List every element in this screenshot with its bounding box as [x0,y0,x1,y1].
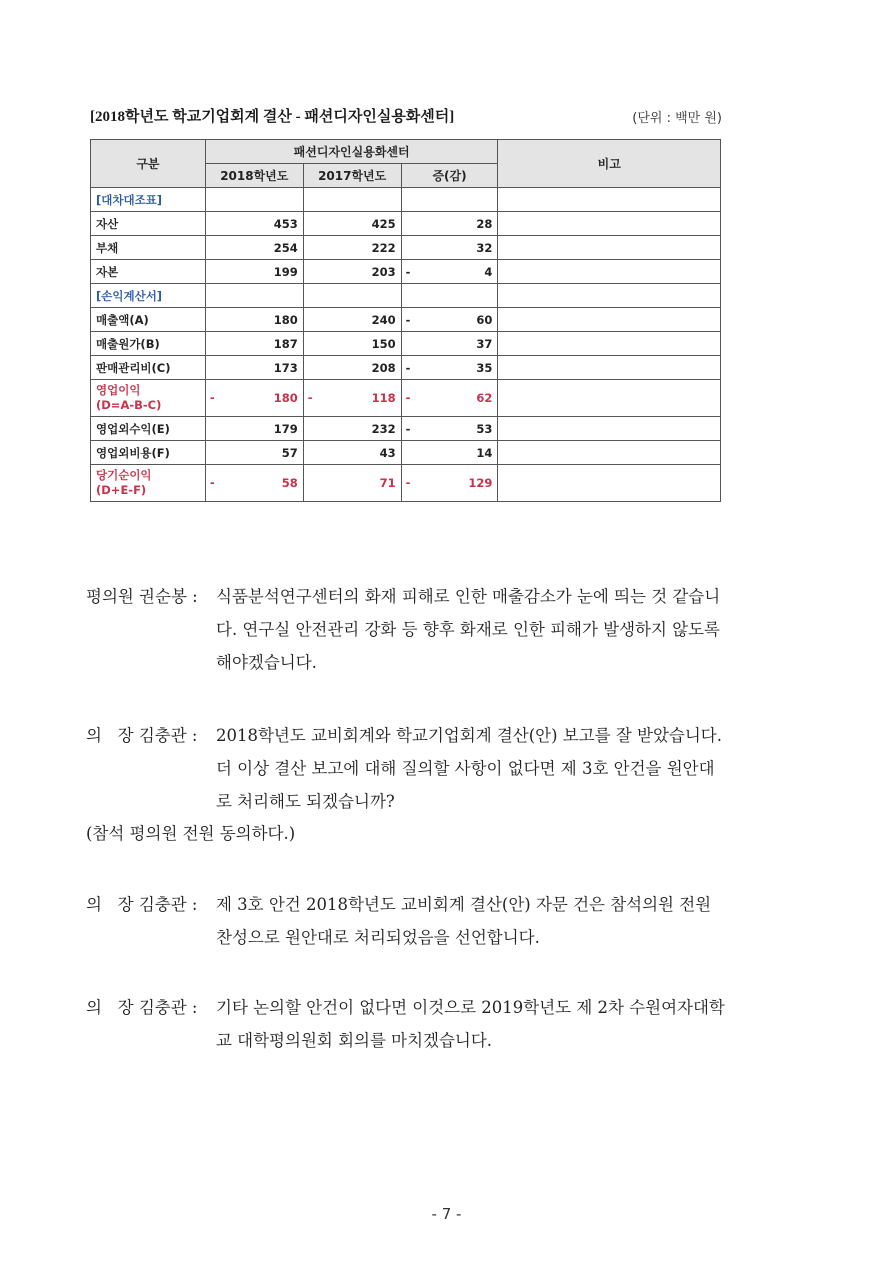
speaker-label: 의 장 김충관 : [86,895,198,914]
cell-value: 60 [476,312,493,327]
text-line: 교 대학평의원회 회의를 마치겠습니다. [216,1031,493,1050]
cell-value: 37 [476,336,493,351]
row-label-formula: (D+E-F) [96,483,147,497]
text-line: 해야겠습니다. [216,653,317,672]
value-diff [401,284,498,308]
paragraph-1 [86,580,816,679]
row-label [91,332,206,356]
note-cell [498,212,721,236]
row-label-text: 자산 [96,216,119,231]
row-label-text: 부채 [96,240,119,255]
header-diff: 증(감) [401,164,498,188]
minus-sign: - [405,475,411,490]
value-2018 [205,236,303,260]
row-label-text: 영업외비용(F) [96,445,170,460]
row-label-text: 매출원가(B) [96,336,160,351]
value-2018 [205,212,303,236]
table-body [91,188,721,502]
note-cell [498,236,721,260]
row-label [91,284,206,308]
note-cell [498,417,721,441]
value-2017 [303,308,401,332]
value-2017 [303,332,401,356]
value-2018 [205,188,303,212]
cell-value: 203 [371,264,396,279]
value-2018 [205,465,303,502]
table-row [91,260,721,284]
value-diff [401,380,498,417]
value-2017 [303,380,401,417]
row-label-text: 매출액(A) [96,312,149,327]
minus-sign: - [209,390,215,405]
paragraph-4 [86,991,816,1057]
row-label [91,236,206,260]
table-row [91,332,721,356]
text-line: 더 이상 결산 보고에 대해 질의할 사항이 없다면 제 3호 안건을 원안대 [216,759,715,778]
row-label [91,380,206,417]
minus-sign: - [405,264,411,279]
row-label [91,212,206,236]
unit-label: (단위 : 백만 원) [632,111,722,126]
cell-value: 32 [476,240,493,255]
cell-value: 57 [281,445,298,460]
value-2018 [205,356,303,380]
cell-value: 254 [273,240,298,255]
cell-value: 453 [273,216,298,231]
row-label [91,465,206,502]
row-label [91,308,206,332]
note-cell [498,188,721,212]
paragraph-2 [86,719,816,818]
cell-value: 35 [476,360,493,375]
table-row [91,465,721,502]
note-cell [498,441,721,465]
minus-sign: - [405,390,411,405]
cell-value: 129 [468,475,493,490]
text-line: 찬성으로 원안대로 처리되었음을 선언합니다. [216,928,540,947]
cell-value: 28 [476,216,493,231]
cell-value: 180 [273,390,298,405]
table-row [91,441,721,465]
cell-value: 4 [484,264,493,279]
page-number: - 7 - [431,1205,462,1223]
value-2018 [205,417,303,441]
value-2017 [303,236,401,260]
note-cell [498,380,721,417]
cell-value: 62 [476,390,493,405]
text-line: 식품분석연구센터의 화재 피해로 인한 매출감소가 눈에 띄는 것 같습니 [216,587,721,606]
text-line: 기타 논의할 안건이 없다면 이것으로 2019학년도 제 2차 수원여자대학 [216,998,725,1017]
header-2017: 2017학년도 [303,164,401,188]
value-2017 [303,284,401,308]
row-label-formula: (D=A-B-C) [96,398,162,412]
row-label [91,441,206,465]
value-2018 [205,260,303,284]
value-2018 [205,441,303,465]
cell-value: 118 [371,390,396,405]
cell-value: 187 [273,336,298,351]
row-label [91,356,206,380]
row-label [91,417,206,441]
note-cell [498,284,721,308]
row-label [91,188,206,212]
cell-value: 71 [379,475,396,490]
text-line: 2018학년도 교비회계와 학교기업회계 결산(안) 보고를 잘 받았습니다. [216,726,722,745]
value-2017 [303,465,401,502]
table-row [91,380,721,417]
value-diff [401,356,498,380]
speaker-label: 의 장 김충관 : [86,726,198,745]
value-diff [401,441,498,465]
row-label-text: 영업외수익(E) [96,421,170,436]
row-label-text: [손익계산서] [96,288,163,303]
table-caption [90,105,722,129]
table-title: [2018학년도 학교기업회계 결산 - 패션디자인실용화센터] [90,109,455,125]
value-2018 [205,380,303,417]
header-note: 비고 [498,140,721,188]
table-row [91,212,721,236]
value-diff [401,212,498,236]
row-label-text: 판매관리비(C) [96,360,171,375]
table-row [91,356,721,380]
value-diff [401,188,498,212]
table-row [91,188,721,212]
speaker-label: 평의원 권순봉 : [86,587,198,606]
cell-value: 208 [371,360,396,375]
row-label [91,260,206,284]
cell-value: 199 [273,264,298,279]
note-cell [498,465,721,502]
cell-value: 14 [476,445,493,460]
cell-value: 222 [371,240,396,255]
cell-value: 180 [273,312,298,327]
value-2017 [303,212,401,236]
value-diff [401,417,498,441]
financial-table [90,139,721,502]
table-row [91,284,721,308]
value-2018 [205,308,303,332]
table-row [91,236,721,260]
table-row [91,417,721,441]
row-label-text: 자본 [96,264,119,279]
note-cell [498,308,721,332]
minus-sign: - [405,312,411,327]
header-group: 패션디자인실용화센터 [205,140,498,164]
cell-value: 150 [371,336,396,351]
header-2018: 2018학년도 [205,164,303,188]
value-2017 [303,260,401,284]
minus-sign: - [405,360,411,375]
value-2017 [303,356,401,380]
attendance-note: (참석 평의원 전원 동의하다.) [86,824,296,843]
value-2017 [303,441,401,465]
cell-value: 53 [476,421,493,436]
note-cell [498,260,721,284]
value-diff [401,236,498,260]
value-diff [401,260,498,284]
header-gubun: 구분 [91,140,206,188]
value-diff [401,465,498,502]
text-line: 로 처리해도 되겠습니까? [216,792,395,811]
cell-value: 425 [371,216,396,231]
value-2018 [205,332,303,356]
value-2018 [205,284,303,308]
note-cell [498,356,721,380]
value-diff [401,332,498,356]
value-2017 [303,417,401,441]
table-row [91,308,721,332]
speaker-label: 의 장 김충관 : [86,998,198,1017]
paragraph-3 [86,888,816,954]
cell-value: 232 [371,421,396,436]
text-line: 다. 연구실 안전관리 강화 등 향후 화재로 인한 피해가 발생하지 않도록 [216,620,720,639]
cell-value: 43 [379,445,396,460]
value-diff [401,308,498,332]
cell-value: 240 [371,312,396,327]
cell-value: 58 [281,475,298,490]
text-line: 제 3호 안건 2018학년도 교비회계 결산(안) 자문 건은 참석의원 전원 [216,895,712,914]
value-2017 [303,188,401,212]
row-label-text: 당기순이익 [96,468,152,482]
minus-sign: - [307,390,313,405]
cell-value: 173 [273,360,298,375]
note-cell [498,332,721,356]
row-label-text: 영업이익 [96,383,141,397]
cell-value: 179 [273,421,298,436]
row-label-text: [대차대조표] [96,192,163,207]
minus-sign: - [209,475,215,490]
minus-sign: - [405,421,411,436]
